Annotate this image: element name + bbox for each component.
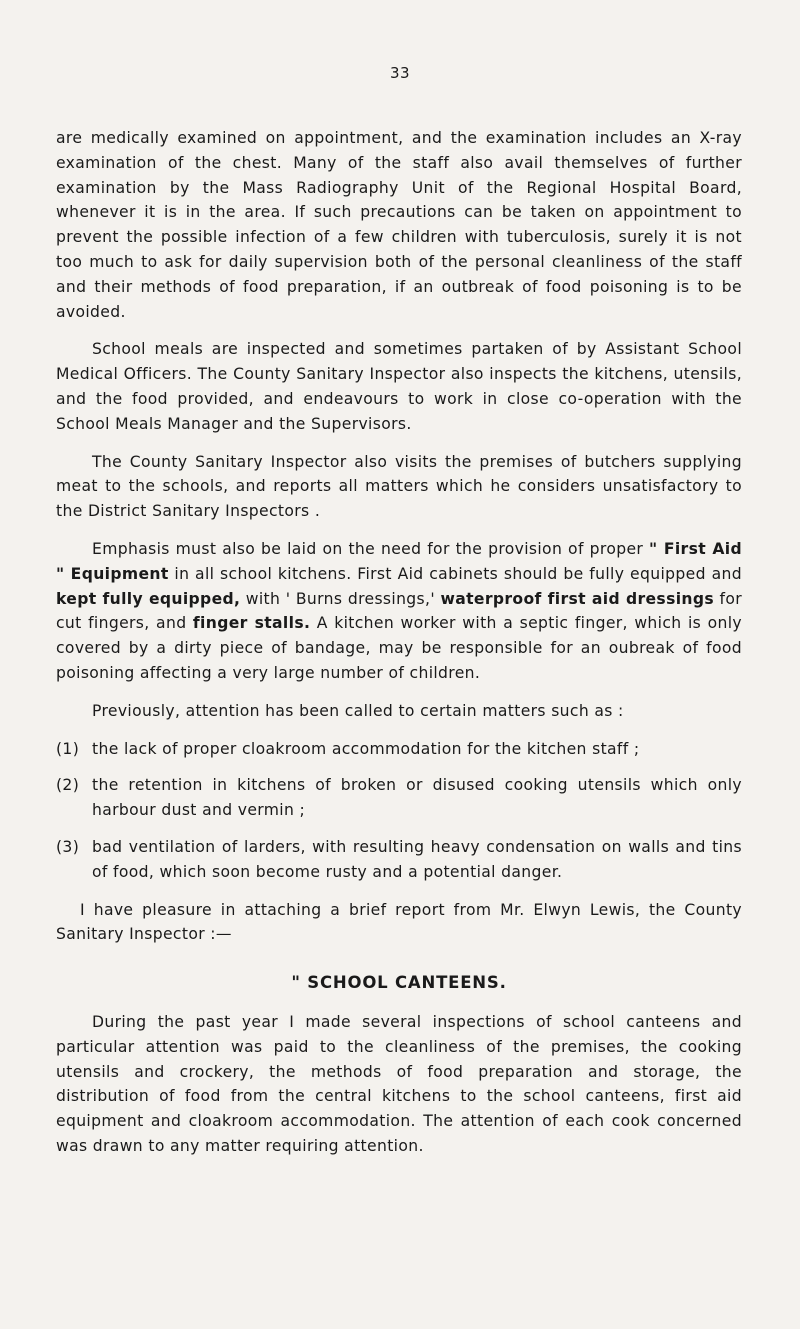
list-item-text: the lack of proper cloakroom accommodation for the kitchen staff ;: [92, 739, 640, 758]
first-aid-bold-finger-stalls: finger stalls.: [192, 614, 311, 633]
first-aid-text-3: with ' Burns dressings,': [240, 589, 441, 608]
paragraph-previously: Previously, attention has been called to certain matters such as :: [92, 701, 624, 720]
list-item: [56, 835, 742, 885]
paragraph-first-aid: [56, 537, 742, 686]
list-item: [56, 737, 742, 762]
section-heading-school-canteens: " SCHOOL CANTEENS.: [291, 973, 507, 993]
list-item-text: the retention in kitchens of broken or disused cooking utensils which only harbour dust and vermin ;: [92, 776, 742, 820]
first-aid-text-2: in all school kitchens. First Aid cabinets should be fully equipped and: [168, 564, 742, 583]
body-text: [56, 126, 742, 1159]
paragraph-school-meals-inspection: School meals are inspected and sometimes partaken of by Assistant School Medical Officers. The County Sanitary Inspector also inspects the kitchens, utensils, and the food provided, and endeavours to work in close co-operation with the School Meals Manager and the Supervisors.: [56, 340, 742, 433]
list-item-number: (2): [56, 776, 80, 795]
first-aid-bold-equipment: " First Aid " Equipment: [56, 539, 742, 583]
paragraph-medical-examination: are medically examined on appointment, and the examination includes an X-ray examination of the chest. Many of the staff also avail themselves of further examination by the Mass Radiography Unit of the Regional Hospital Board, whenever it is in the area. If such precautions can be taken on appointment to prevent the possible infection of a few children with tuberculosis, surely it is not too much to ask for daily supervision both of the personal cleanliness of the staff and their methods of food preparation, if an outbreak of food poisoning is to be avoided.: [56, 129, 742, 321]
first-aid-text-4: for cut fingers, and: [56, 589, 742, 633]
first-aid-text-5: A kitchen worker with a septic finger, which is only covered by a dirty piece of bandage, may be responsible for an oubreak of food poisoning affecting a very large number of children.: [56, 614, 742, 682]
paragraph-canteen-inspections: During the past year I made several inspections of school canteens and particular attention was paid to the cleanliness of the premises, the cooking utensils and crockery, the methods of food preparation and storage, the distribution of food from the central kitchens to the school canteens, first aid equipment and cloakroom accommodation. The attention of each cook concerned was drawn to any matter requiring attention.: [56, 1012, 742, 1155]
paragraph-attached-report: I have pleasure in attaching a brief report from Mr. Elwyn Lewis, the County Sanitary Inspector :—: [56, 900, 742, 944]
page-number: 33: [389, 64, 411, 82]
first-aid-bold-waterproof: waterproof first aid dressings: [440, 589, 714, 608]
first-aid-text-1: Emphasis must also be laid on the need for the provision of proper: [92, 539, 650, 558]
list-item-number: (1): [56, 739, 80, 758]
matters-list: [56, 737, 742, 885]
first-aid-bold-kept-equipped: kept fully equipped,: [56, 589, 241, 608]
list-item: [56, 773, 742, 823]
paragraph-butchers-premises: The County Sanitary Inspector also visits the premises of butchers supplying meat to the schools, and reports all matters which he considers unsatisfactory to the District Sanitary Inspectors .: [56, 452, 742, 521]
list-item-text: bad ventilation of larders, with resulting heavy condensation on walls and tins of food, which soon become rusty and a potential danger.: [92, 837, 742, 881]
list-item-number: (3): [56, 837, 80, 856]
